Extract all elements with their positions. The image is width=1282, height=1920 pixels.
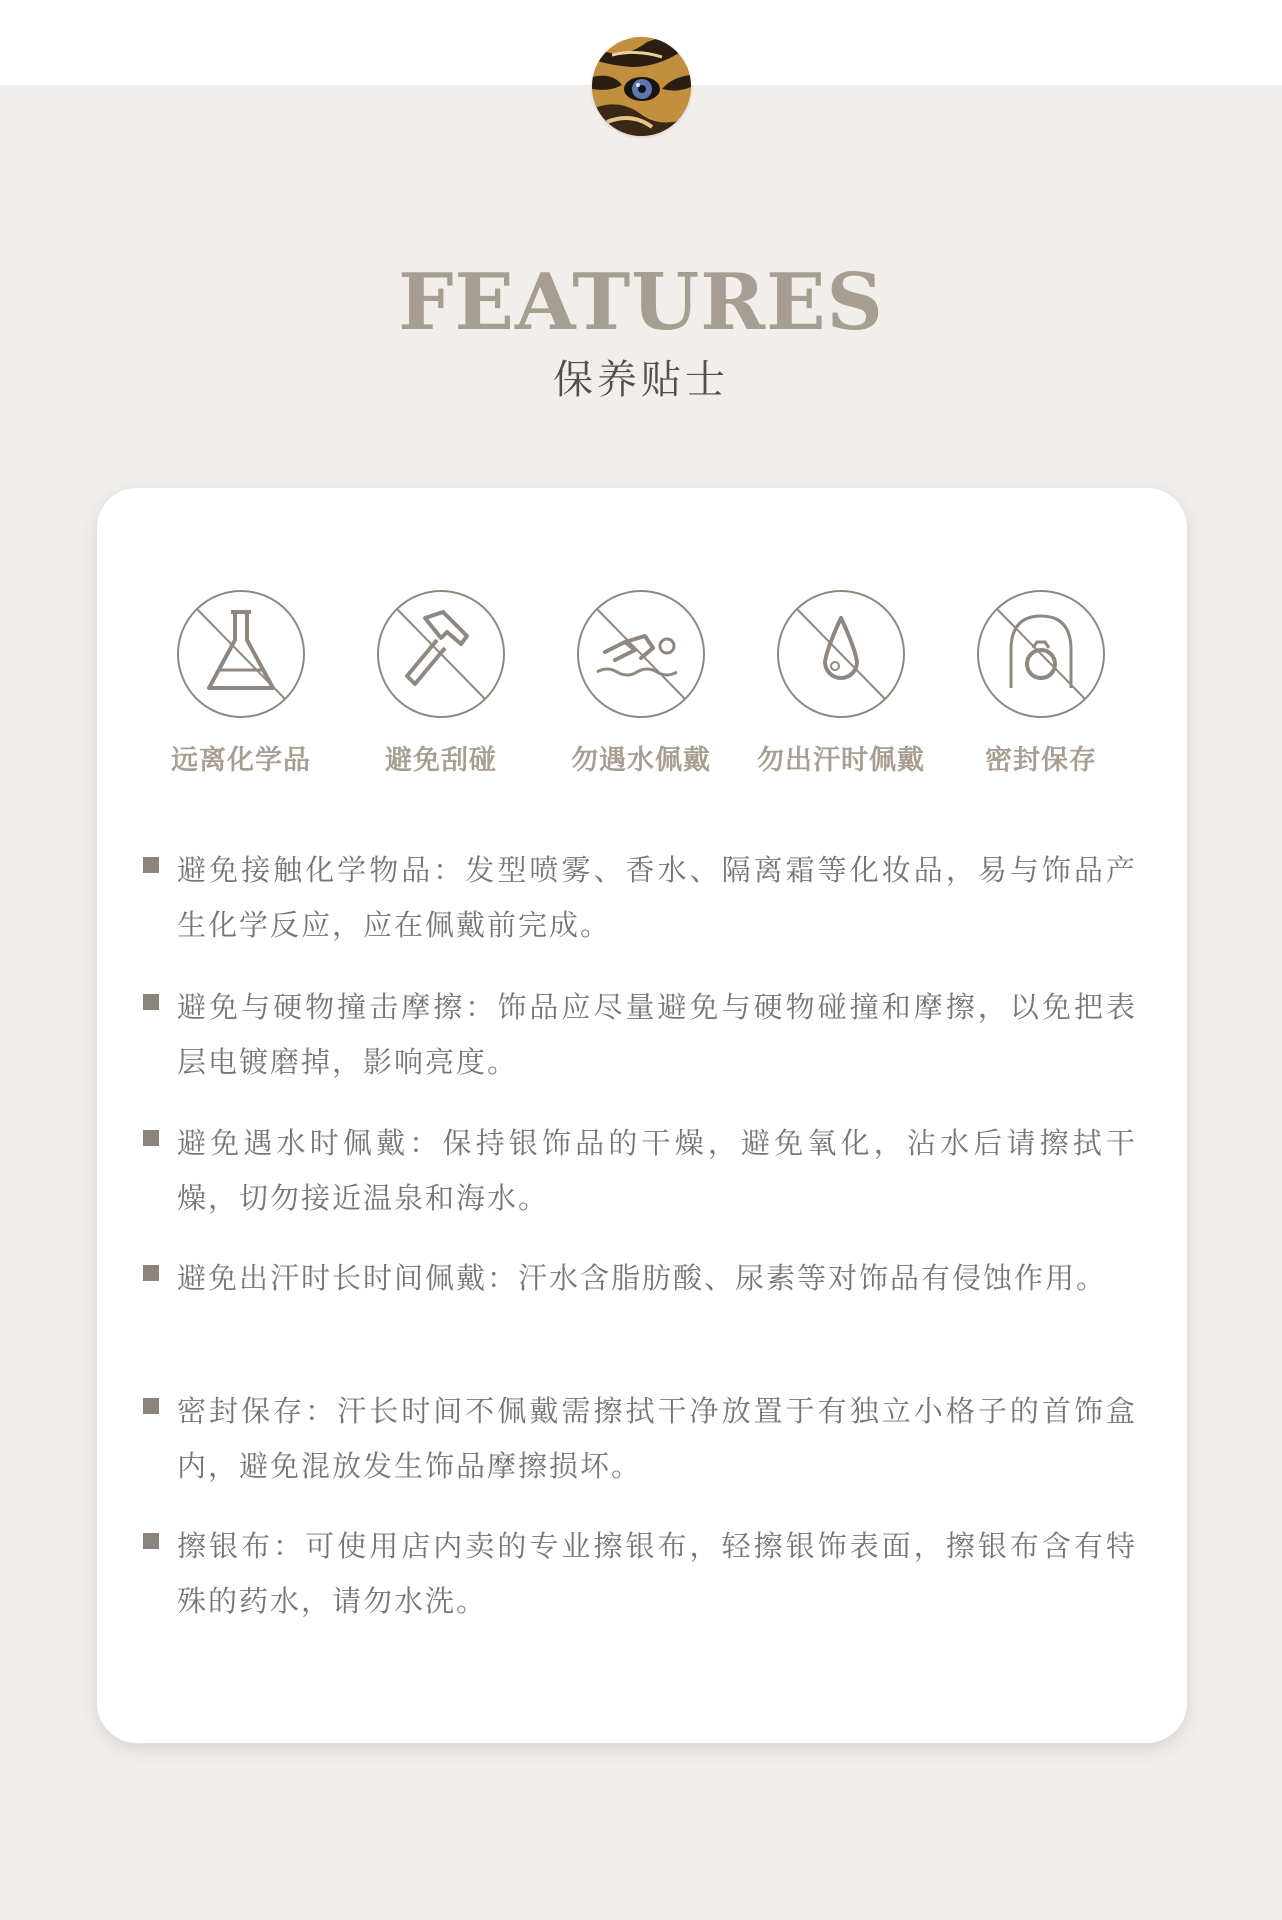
sealed-storage-icon <box>975 588 1107 720</box>
care-icon-item <box>341 588 541 778</box>
bullet-square-icon <box>143 1130 159 1146</box>
no-sweat-icon <box>775 588 907 720</box>
care-icon-item <box>741 588 941 778</box>
care-icon-label: 密封保存 <box>985 745 1097 776</box>
care-icon-item <box>541 588 741 778</box>
care-icon-label: 远离化学品 <box>171 745 311 776</box>
note-text: 避免遇水时佩戴：保持银饰品的干燥，避免氧化，沾水后请擦拭干燥，切勿接近温泉和海水。 <box>177 1126 1137 1215</box>
care-tips-card <box>97 488 1187 1743</box>
no-hammer-icon <box>375 588 507 720</box>
no-swimming-icon <box>575 588 707 720</box>
bullet-square-icon <box>143 857 159 873</box>
bullet-square-icon <box>143 994 159 1010</box>
note-text: 密封保存：汗长时间不佩戴需擦拭干净放置于有独立小格子的首饰盒内，避免混放发生饰品摩擦损坏。 <box>177 1394 1137 1483</box>
bullet-square-icon <box>143 1533 159 1549</box>
page-title: FEATURES <box>398 257 884 348</box>
tiger-eye-logo <box>592 37 691 136</box>
note-text: 避免出汗时长时间佩戴：汗水含脂肪酸、尿素等对饰品有侵蚀作用。 <box>177 1261 1108 1295</box>
care-icon-label: 避免刮碰 <box>385 745 497 776</box>
care-icon-label: 勿遇水佩戴 <box>571 745 711 776</box>
care-icon-item <box>941 588 1141 778</box>
no-chemicals-icon <box>175 588 307 720</box>
page-subtitle: 保养贴士 <box>553 357 729 403</box>
bullet-square-icon <box>143 1398 159 1414</box>
note-text: 擦银布：可使用店内卖的专业擦银布，轻擦银饰表面，擦银布含有特殊的药水，请勿水洗。 <box>177 1529 1137 1618</box>
note-text: 避免与硬物撞击摩擦：饰品应尽量避免与硬物碰撞和摩擦，以免把表层电镀磨掉，影响亮度。 <box>177 990 1137 1079</box>
care-icons-row <box>97 588 1187 788</box>
care-icon-label: 勿出汗时佩戴 <box>757 745 925 776</box>
care-icon-item <box>141 588 341 778</box>
bullet-square-icon <box>143 1265 159 1281</box>
note-text: 避免接触化学物品：发型喷雾、香水、隔离霜等化妆品，易与饰品产生化学反应，应在佩戴前完成。 <box>177 853 1137 942</box>
